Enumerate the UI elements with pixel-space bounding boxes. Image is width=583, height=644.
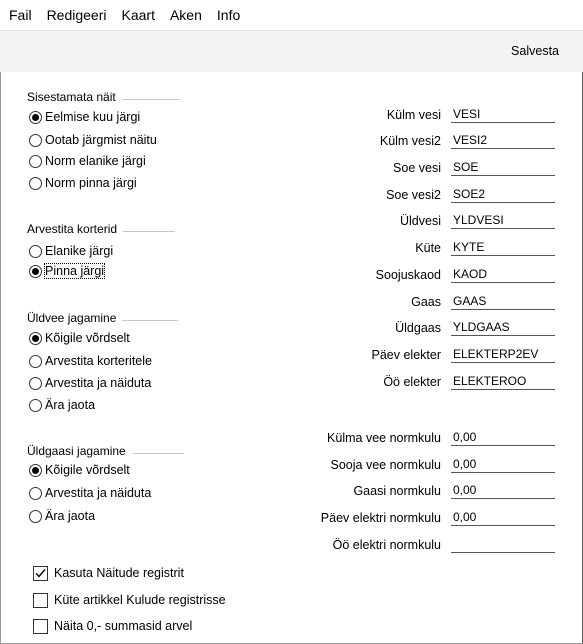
paev-elekter-field[interactable] [451,346,555,363]
yldgaas-field[interactable] [451,319,555,336]
menu-fail[interactable]: Fail [9,7,32,23]
radio-yldvee-2[interactable] [29,374,151,392]
radio-label: Norm elanike järgi [45,154,146,168]
gaas-field[interactable] [451,293,555,310]
checkbox-kasuta-naitude-registrit[interactable] [33,564,184,582]
radio-yldvee-0[interactable] [29,329,130,347]
label-oo-elekter: Öö elekter [383,375,441,389]
group-title-text: Sisestamata näit [27,90,116,104]
checkbox-naita-summasid[interactable] [33,617,192,635]
label-yldvesi: Üldvesi [400,214,441,228]
kulm-vesi2-field[interactable] [451,132,555,149]
radio-circle [29,355,42,368]
checkbox-box [33,593,48,608]
oo-elektri-normkulu-field[interactable] [451,536,555,553]
radio-label: Elanike järgi [45,244,114,258]
checkbox-box [33,619,48,634]
checkbox-label: Küte artikkel Kulude registrisse [54,593,226,607]
label-paev-elekter: Päev elekter [371,348,441,362]
checkbox-box [33,566,48,581]
menu-bar [0,0,583,30]
paev-elektri-normkulu-field[interactable] [451,509,555,526]
radio-sisestamata-0[interactable] [29,108,140,126]
label-soojuskaod: Soojuskaod [375,268,441,282]
label-gaasi-normkulu: Gaasi normkulu [353,484,441,498]
radio-arvestita-0[interactable] [29,242,113,260]
menu-kaart[interactable]: Kaart [121,7,155,23]
label-yldgaas: Üldgaas [395,321,441,335]
gaasi-normkulu-field[interactable] [451,482,555,499]
radio-label: Arvestita ja näiduta [45,376,152,390]
radio-yldgaasi-0[interactable] [29,461,130,479]
soe-vesi2-field[interactable] [451,186,555,203]
kulm-vesi-field[interactable] [451,106,555,123]
radio-arvestita-1[interactable] [29,262,104,280]
group-title-sisestamata [27,90,180,104]
radio-circle [29,510,42,523]
radio-label: Eelmise kuu järgi [45,110,141,124]
menu-info[interactable]: Info [216,7,241,23]
menu-aken[interactable]: Aken [169,7,202,23]
group-title-arvestita [27,222,175,236]
oo-elekter-field[interactable] [451,373,555,390]
radio-circle [29,265,42,278]
group-divider [122,99,180,100]
radio-label: Kõigile võrdselt [45,331,130,345]
label-oo-elektri-normkulu: Öö elektri normkulu [332,538,441,552]
checkbox-kyte-artikkel[interactable] [33,591,226,609]
radio-circle [29,111,42,124]
group-divider [122,320,178,321]
radio-circle [29,464,42,477]
radio-label: Arvestita korteritele [45,354,152,368]
radio-label: Ära jaota [45,509,96,523]
radio-circle [29,177,42,190]
radio-yldgaasi-1[interactable] [29,484,151,502]
kyte-field[interactable] [451,239,555,256]
radio-circle [29,399,42,412]
group-title-text: Arvestita korterid [27,222,118,236]
radio-circle [29,332,42,345]
toolbar [0,30,583,73]
label-sooja-vee-normkulu: Sooja vee normkulu [330,458,441,472]
radio-label: Arvestita ja näiduta [45,486,152,500]
radio-circle [29,487,42,500]
radio-circle [29,245,42,258]
menu-redigeeri[interactable]: Redigeeri [46,7,107,23]
group-divider [132,453,184,454]
label-soe-vesi: Soe vesi [393,161,441,175]
window-border-left [0,72,1,644]
yldvesi-field[interactable] [451,212,555,229]
radio-label: Ootab järgmist näitu [45,133,157,147]
group-title-text: Üldvee jagamine [27,311,117,325]
group-title-text: Üldgaasi jagamine [27,444,126,458]
checkbox-label: Kasuta Näitude registrit [54,566,184,580]
kulma-vee-normkulu-field[interactable] [451,429,555,446]
radio-yldvee-3[interactable] [29,396,95,414]
group-divider [123,231,175,232]
label-kyte: Küte [415,241,441,255]
checkmark-icon [34,567,47,580]
soe-vesi-field[interactable] [451,159,555,176]
label-kulm-vesi2: Külm vesi2 [379,134,441,148]
radio-circle [29,377,42,390]
label-kulma-vee-normkulu: Külma vee normkulu [327,431,441,445]
label-soe-vesi2: Soe vesi2 [386,188,441,202]
label-paev-elektri-normkulu: Päev elektri normkulu [320,511,441,525]
label-gaas: Gaas [411,295,441,309]
radio-label: Norm pinna järgi [45,176,137,190]
settings-panel [0,72,583,644]
radio-circle [29,155,42,168]
radio-sisestamata-2[interactable] [29,152,146,170]
radio-sisestamata-3[interactable] [29,174,137,192]
radio-label: Ära jaota [45,398,96,412]
radio-yldgaasi-2[interactable] [29,507,95,525]
group-title-yldgaasi [27,444,184,458]
radio-circle [29,134,42,147]
radio-yldvee-1[interactable] [29,352,152,370]
radio-label: Pinna järgi [45,264,105,278]
save-button[interactable]: Salvesta [511,44,559,58]
group-title-yldvee [27,311,178,325]
label-kulm-vesi: Külm vesi [386,108,441,122]
radio-sisestamata-1[interactable] [29,131,157,149]
soojuskaod-field[interactable] [451,266,555,283]
checkbox-label: Näita 0,- summasid arvel [54,619,193,633]
sooja-vee-normkulu-field[interactable] [451,456,555,473]
radio-label: Kõigile võrdselt [45,463,130,477]
